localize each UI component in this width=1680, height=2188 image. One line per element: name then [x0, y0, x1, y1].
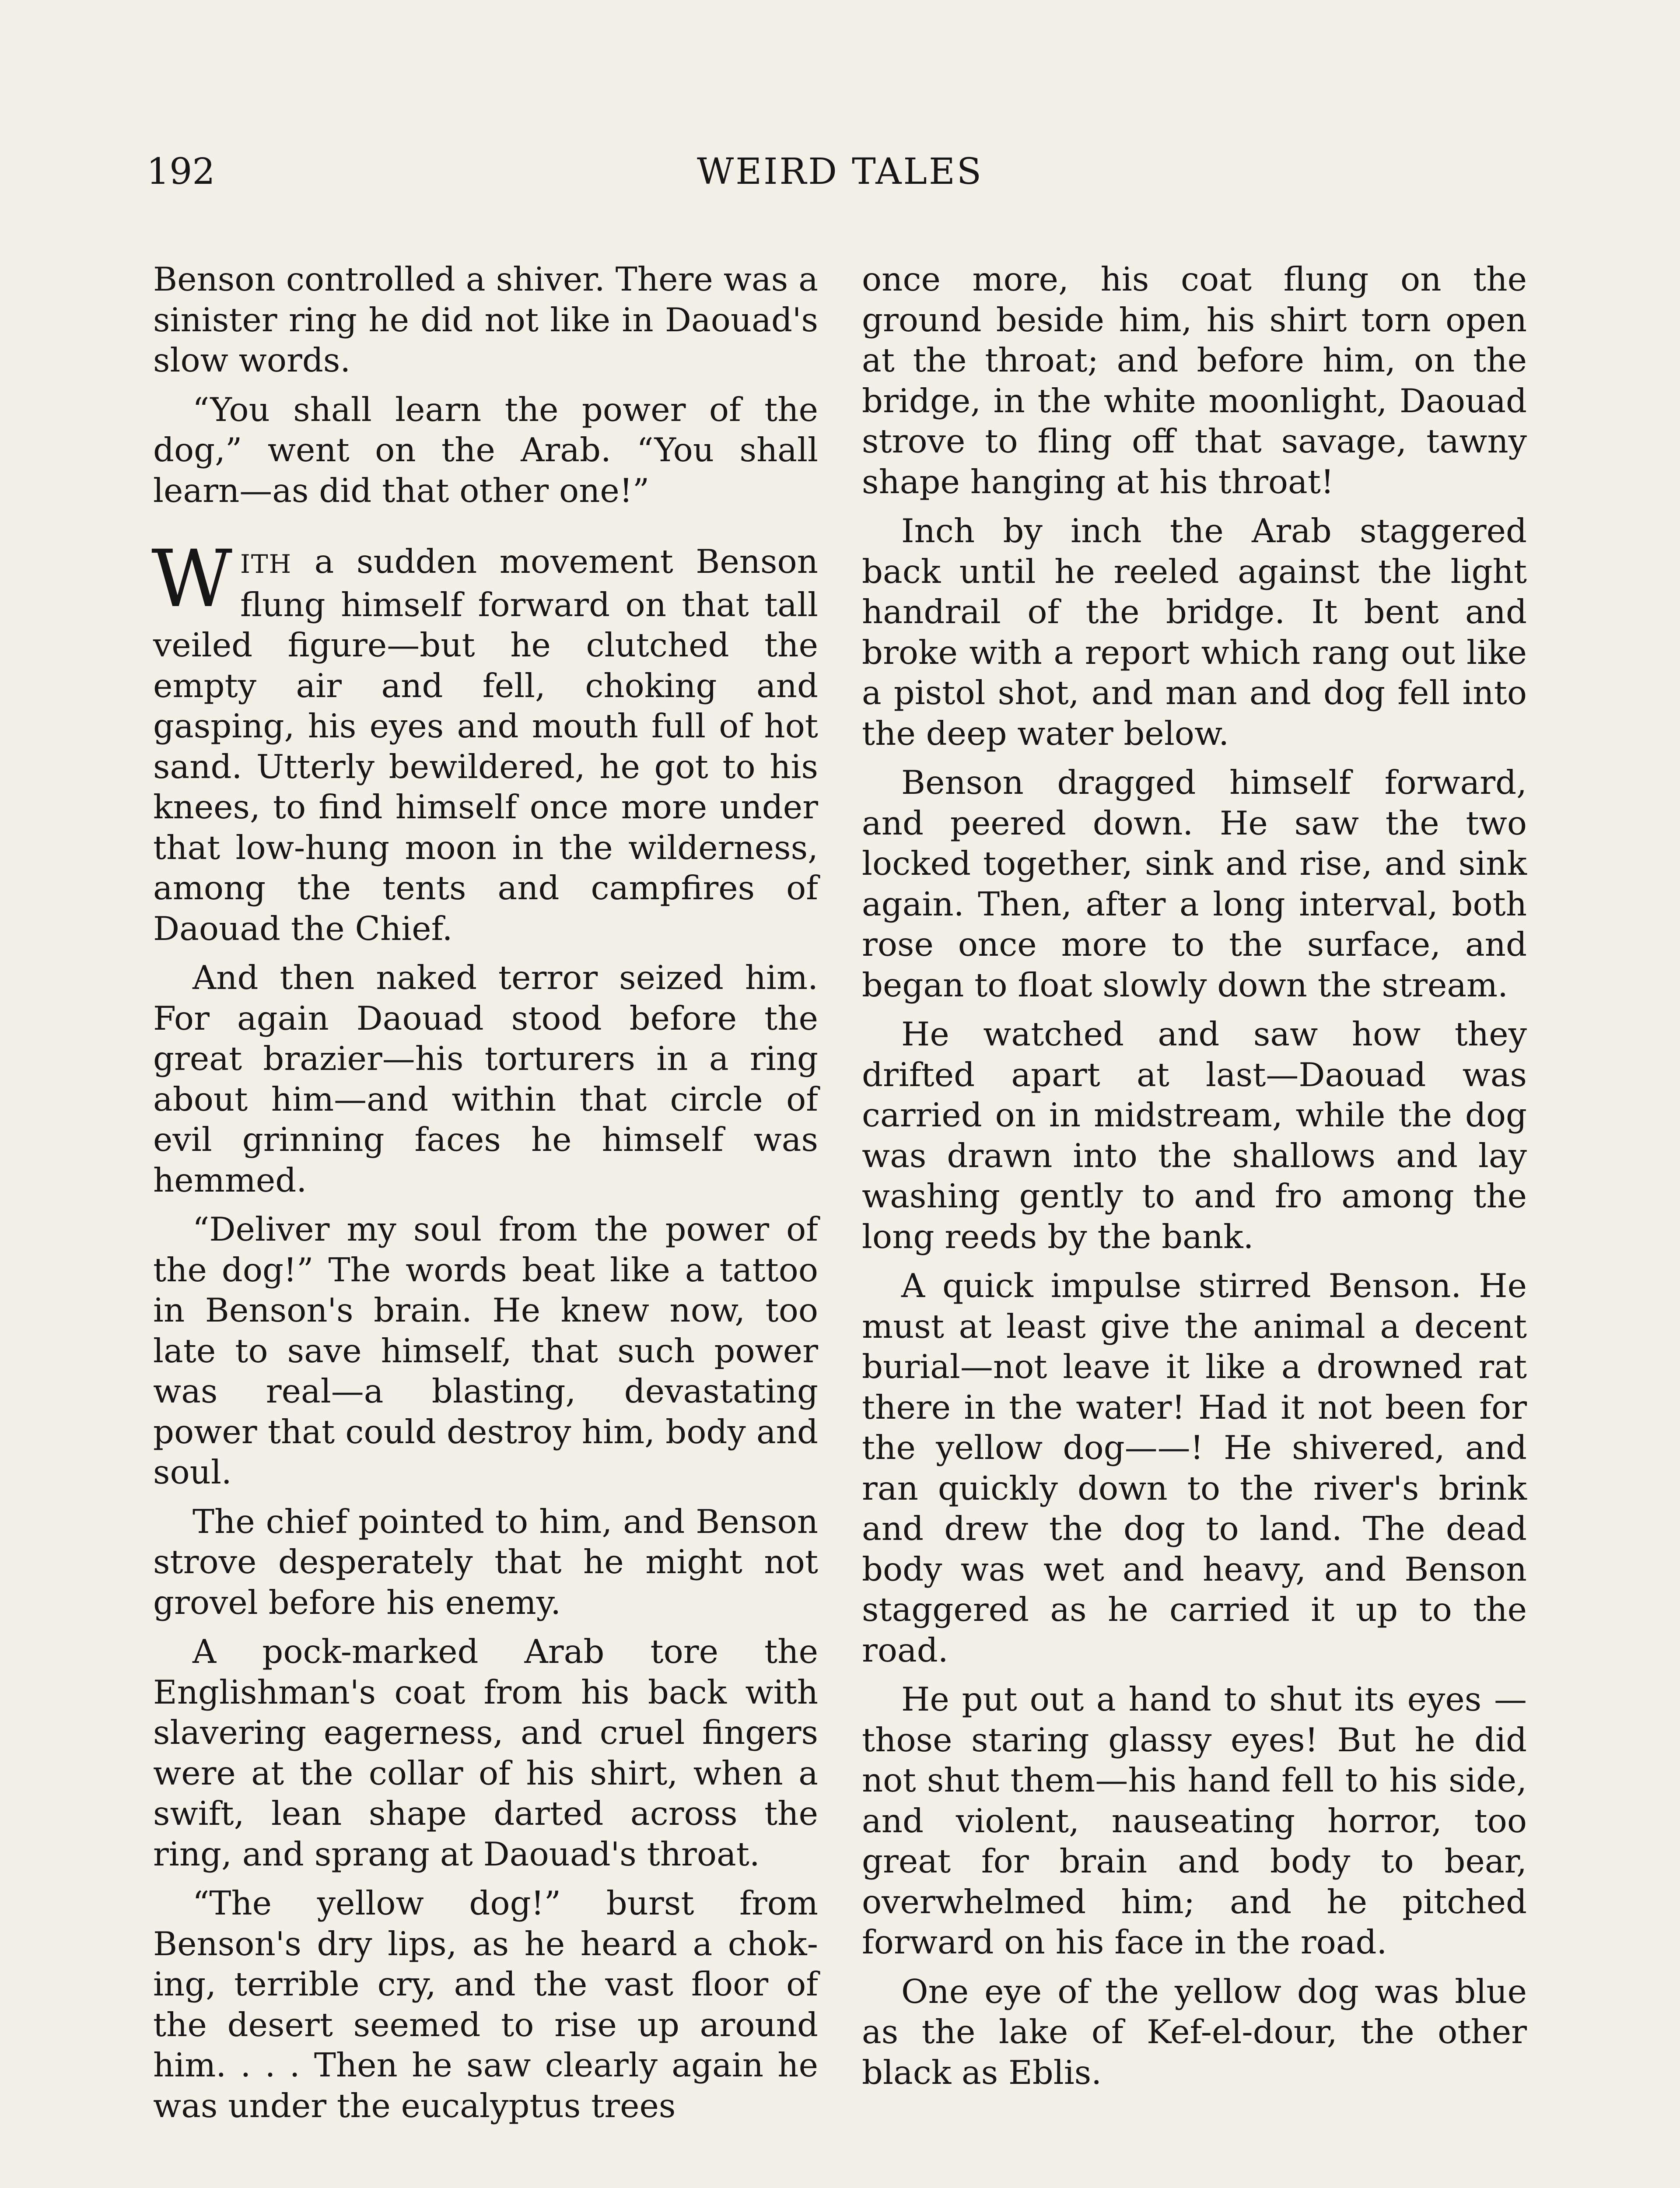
running-head: WEIRD TALES: [697, 151, 983, 193]
paragraph: A quick impulse stirred Benson. He must at least give the animal a decent burial—not leave it like a drowned rat there in the water! Had it not been for the yellow dog——! He shivered, and ran quickly down to the river's brink and drew the dog to land. The dead body was wet and heavy, and Benson staggered as he carried it up to the road.: [862, 1266, 1527, 1669]
paragraph: Inch by inch the Arab staggered back until he reeled against the light handrail of the bridge. It bent and broke with a report which rang out like a pistol shot, and man and dog fell into the deep water below.: [862, 512, 1527, 753]
paragraph: “You shall learn the power of the dog,” went on the Arab. “You shall learn—as did that other one!”: [153, 390, 818, 510]
paragraph: A pock-marked Arab tore the Englishman's coat from his back with slavering eagerness, and cruel fingers were at the collar of his shirt, when a swift, lean shape darted across the ring, and sprang at Daouad's throat.: [153, 1632, 818, 1873]
right-column: [862, 259, 1527, 2101]
paragraph: Benson controlled a shiver. There was a sinister ring he did not like in Daouad's slow words.: [153, 260, 818, 379]
paragraph: He watched and saw how they drifted apart at last—Daouad was carried on in midstream, while the dog was drawn into the shallows and lay washing gently to and fro among the long reeds by the bank.: [862, 1015, 1527, 1256]
paragraph: once more, his coat flung on the ground beside him, his shirt torn open at the throat; and before him, on the bridge, in the white moonlight, Daouad strove to fling off that savage, tawny shape hanging at his throat!: [862, 260, 1527, 501]
paragraph: He put out a hand to shut its eyes —those staring glassy eyes! But he did not shut them—his hand fell to his side, and violent, nauseating horror, too great for brain and body to bear, overwhelmed him; and he pitched forward on his face in the road.: [862, 1680, 1527, 1961]
page-number: 192: [147, 151, 215, 193]
paragraph: And then naked terror seized him. For again Daouad stood before the great brazier—his torturers in a ring about him—and within that circle of evil grinning faces he himself was hemmed.: [153, 958, 818, 1199]
small-caps-lead: ITH: [240, 549, 292, 579]
paragraph: The chief pointed to him, and Benson strove desperately that he might not grovel before his enemy.: [153, 1502, 818, 1622]
section-opening-paragraph: [151, 533, 818, 949]
paragraph: One eye of the yellow dog was blue as the lake of Kef-el-dour, the other black as Eblis.: [862, 1972, 1527, 2092]
paragraph-text: a sudden movement Benson flung himself forward on that tall veiled figure—but he clutched the empty air and fell, choking and gasping, his eyes and mouth full of hot sand. Utterly bewildered, he got to his knees, to find himself once more under that low-hung moon in the wilderness, among the tents and campfires of Daouad the Chief.: [153, 542, 818, 948]
left-column: [153, 259, 818, 2135]
paragraph: “Deliver my soul from the power of the dog!” The words beat like a tattoo in Benson's brain. He knew now, too late to save himself, that such power was real—a blasting, devastating power that could destroy him, body and soul.: [153, 1210, 818, 1491]
drop-cap: W: [151, 533, 233, 625]
paragraph: Benson dragged himself forward, and peered down. He saw the two locked together, sink and rise, and sink again. Then, after a long interval, both rose once more to the surface, and began to float slowly down the stream.: [862, 763, 1527, 1004]
paragraph: “The yellow dog!” burst from Benson's dry lips, as he heard a choking, terrible cry, and the vast floor of the desert seemed to rise up around him. . . . Then he saw clearly again he was under the eucalyptus trees: [153, 1884, 818, 2125]
